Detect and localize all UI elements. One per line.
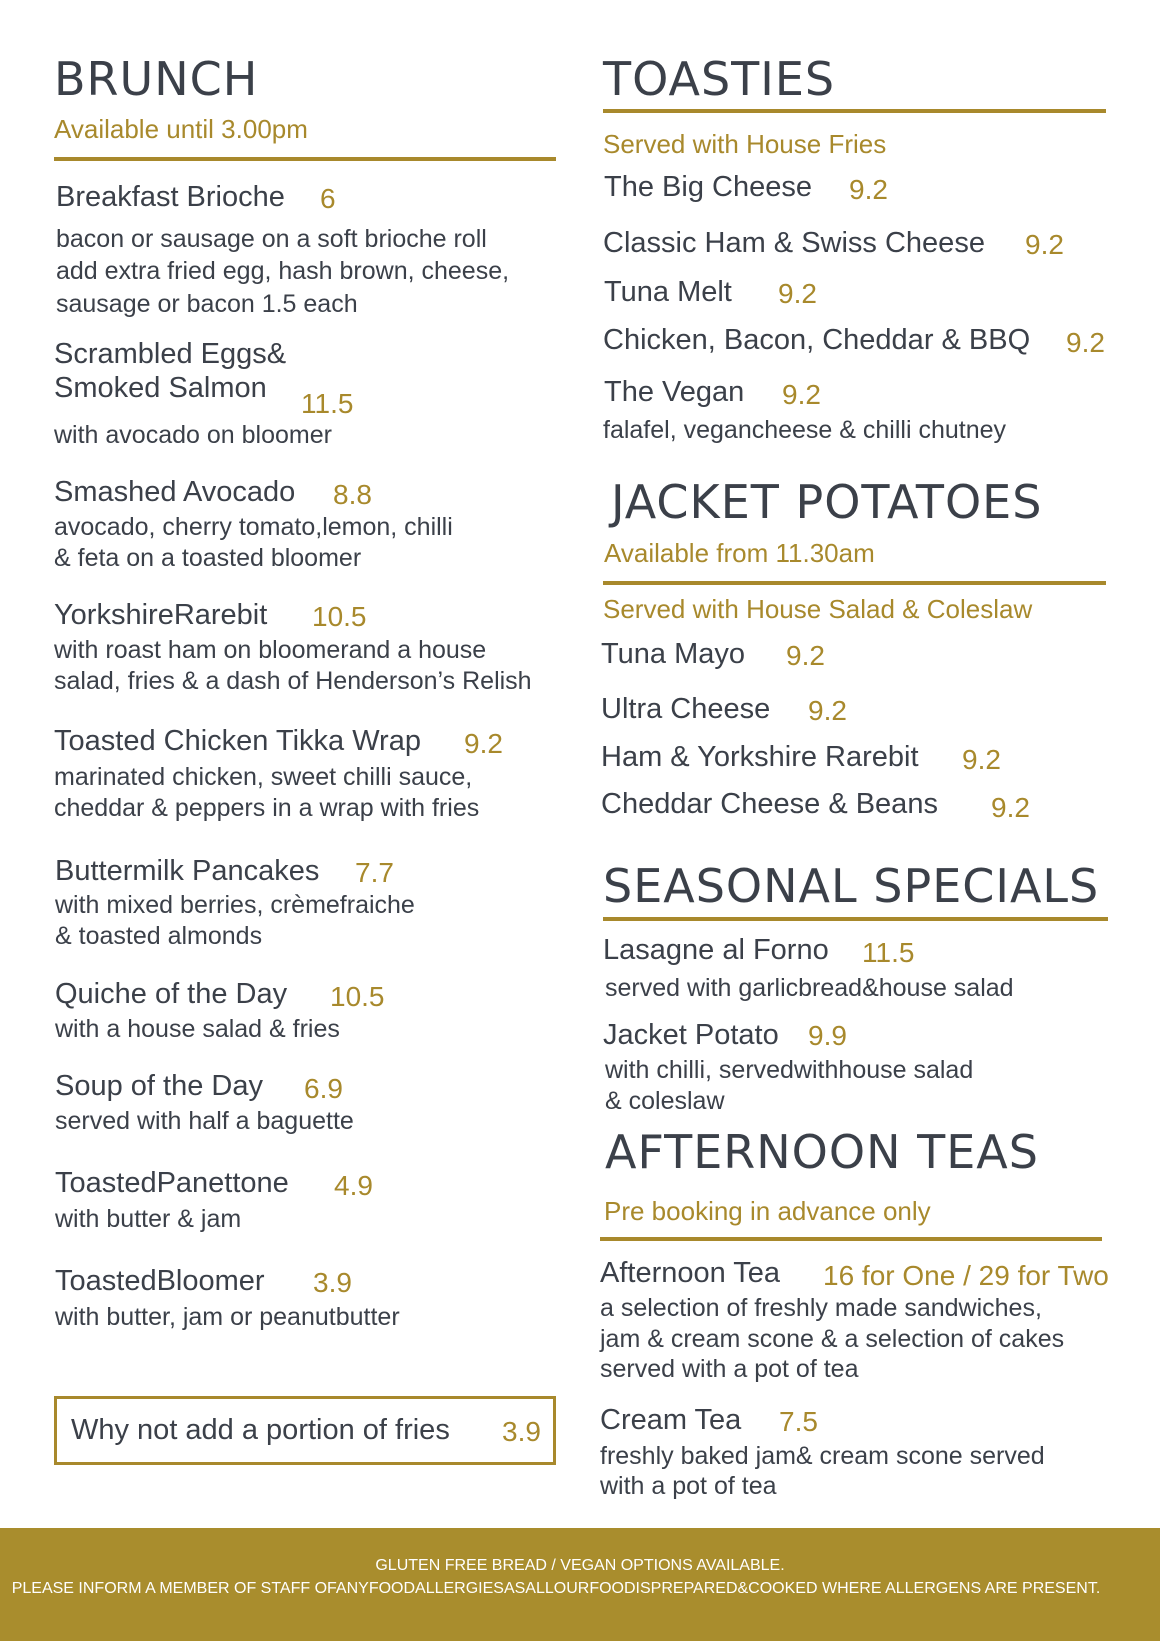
menu-item-name: Buttermilk Pancakes (55, 855, 320, 887)
menu-item-name: Tuna Mayo (601, 638, 745, 670)
menu-item-desc: with butter & jam (55, 1205, 242, 1233)
brunch-subtitle: Available until 3.00pm (54, 114, 308, 144)
menu-item-price: 4.9 (334, 1170, 373, 1201)
menu-item-price: 9.2 (849, 174, 888, 205)
menu-item-price: 9.9 (808, 1020, 847, 1051)
menu-item-price: 11.5 (862, 937, 915, 968)
menu-item-name: YorkshireRarebit (54, 599, 268, 631)
brunch-heading: BRUNCH (54, 52, 259, 106)
toasties-subtitle: Served with House Fries (603, 129, 887, 159)
menu-item-desc: jam & cream scone & a selection of cakes (600, 1325, 1065, 1353)
menu-item-name: Smashed Avocado (54, 476, 296, 508)
menu-item-name: Jacket Potato (603, 1019, 779, 1051)
menu-item-price: 9.2 (991, 792, 1030, 823)
menu-item-price: 9.2 (778, 278, 817, 309)
menu-item-desc: salad, fries & a dash of Henderson’s Relish (54, 667, 532, 695)
menu-item-name: Ultra Cheese (601, 693, 771, 725)
menu-item-desc: with chilli, servedwithhouse salad (605, 1056, 974, 1084)
menu-item-price: 8.8 (333, 479, 372, 510)
jacket-potatoes-heading: JACKET POTATOES (611, 475, 1043, 529)
menu-item-price: 3.9 (313, 1267, 352, 1298)
menu-item-price: 10.5 (330, 981, 385, 1012)
menu-item-price: 6 (320, 183, 336, 214)
menu-item-name: Lasagne al Forno (603, 934, 829, 966)
menu-item-desc: avocado, cherry tomato,lemon, chilli (54, 513, 453, 541)
menu-item-price: 9.2 (1025, 229, 1064, 260)
menu-item-desc: & coleslaw (605, 1087, 725, 1115)
jacket-potatoes-divider (603, 581, 1106, 585)
menu-item-name: Breakfast Brioche (56, 181, 285, 213)
menu-item-name: Afternoon Tea (600, 1257, 781, 1289)
menu-item-desc: served with half a baguette (55, 1107, 354, 1135)
menu-item-name: ToastedPanettone (55, 1167, 289, 1199)
afternoon-teas-heading: AFTERNOON TEAS (605, 1125, 1039, 1179)
menu-item-desc: with a house salad & fries (55, 1015, 340, 1043)
menu-item-desc: & toasted almonds (55, 922, 263, 950)
menu-item-name: Ham & Yorkshire Rarebit (601, 741, 919, 773)
jacket-potatoes-subtitle: Served with House Salad & Coleslaw (603, 594, 1033, 624)
jacket-potatoes-availability: Available from 11.30am (604, 538, 875, 568)
menu-item-price: 9.2 (962, 744, 1001, 775)
toasties-divider (603, 109, 1106, 113)
toasties-heading: TOASTIES (603, 52, 836, 106)
menu-item-name: Cheddar Cheese & Beans (601, 788, 938, 820)
menu-item-desc: with a pot of tea (600, 1472, 777, 1500)
menu-item-name: Cream Tea (600, 1404, 742, 1436)
menu-item-price: 9.2 (786, 640, 825, 671)
menu-item-desc: falafel, vegancheese & chilli chutney (603, 416, 1007, 444)
menu-item-desc: cheddar & peppers in a wrap with fries (54, 794, 480, 822)
menu-item-desc: with mixed berries, crèmefraiche (55, 891, 415, 919)
menu-item-desc: marinated chicken, sweet chilli sauce, (54, 763, 473, 791)
allergen-footer (0, 1528, 1160, 1641)
menu-item-price: 9.2 (808, 695, 847, 726)
menu-item-name: Soup of the Day (55, 1070, 263, 1102)
menu-item-name: Scrambled Eggs& (54, 338, 287, 370)
menu-item-desc: served with garlicbread&house salad (605, 974, 1014, 1002)
menu-item-price: 7.7 (355, 857, 394, 888)
menu-item-name: Quiche of the Day (55, 978, 288, 1010)
fries-upsell-price: 3.9 (502, 1416, 541, 1447)
menu-item-price: 11.5 (301, 388, 354, 419)
menu-item-name: The Vegan (604, 376, 745, 408)
menu-item-desc: with butter, jam or peanutbutter (55, 1303, 400, 1331)
menu-item-name: The Big Cheese (604, 171, 812, 203)
fries-upsell-text: Why not add a portion of fries (71, 1414, 450, 1446)
menu-item-desc: & feta on a toasted bloomer (54, 544, 362, 572)
afternoon-teas-subtitle: Pre booking in advance only (604, 1196, 931, 1226)
menu-item-desc: a selection of freshly made sandwiches, (600, 1294, 1042, 1322)
seasonal-specials-divider (603, 917, 1108, 921)
menu-item-name: ToastedBloomer (55, 1265, 265, 1297)
menu-item-price: 6.9 (304, 1073, 343, 1104)
footer-gluten-note: GLUTEN FREE BREAD / VEGAN OPTIONS AVAILABLE. (375, 1557, 785, 1574)
menu-item-desc: with avocado on bloomer (54, 421, 332, 449)
menu-item-desc: with roast ham on bloomerand a house (54, 636, 487, 664)
menu-item-desc: served with a pot of tea (600, 1355, 859, 1383)
menu-item-name: Chicken, Bacon, Cheddar & BBQ (603, 324, 1031, 356)
afternoon-teas-divider (600, 1237, 1102, 1241)
menu-item-price: 7.5 (779, 1406, 818, 1437)
menu-item-name: Smoked Salmon (54, 372, 267, 404)
menu-item-desc: freshly baked jam& cream scone served (600, 1442, 1045, 1470)
menu-item-price: 16 for One / 29 for Two (823, 1260, 1109, 1291)
menu-item-desc: sausage or bacon 1.5 each (56, 290, 358, 318)
menu-item-desc: bacon or sausage on a soft brioche roll (56, 225, 487, 253)
menu-item-desc: add extra fried egg, hash brown, cheese, (56, 257, 510, 285)
menu-item-price: 9.2 (1066, 327, 1105, 358)
menu-item-price: 9.2 (782, 379, 821, 410)
menu-item-name: Classic Ham & Swiss Cheese (603, 227, 985, 259)
footer-allergen-note: PLEASE INFORM A MEMBER OF STAFF OFANYFOODALLERGIESASALLOURFOODISPREPARED&COOKED WHERE ALLERGENS ARE PRESENT. (11, 1580, 1101, 1597)
menu-item-price: 9.2 (464, 728, 503, 759)
seasonal-specials-heading: SEASONAL SPECIALS (603, 859, 1100, 913)
menu-item-name: Toasted Chicken Tikka Wrap (54, 725, 421, 757)
menu-item-name: Tuna Melt (604, 276, 732, 308)
menu-item-price: 10.5 (312, 601, 367, 632)
brunch-divider (54, 157, 556, 161)
